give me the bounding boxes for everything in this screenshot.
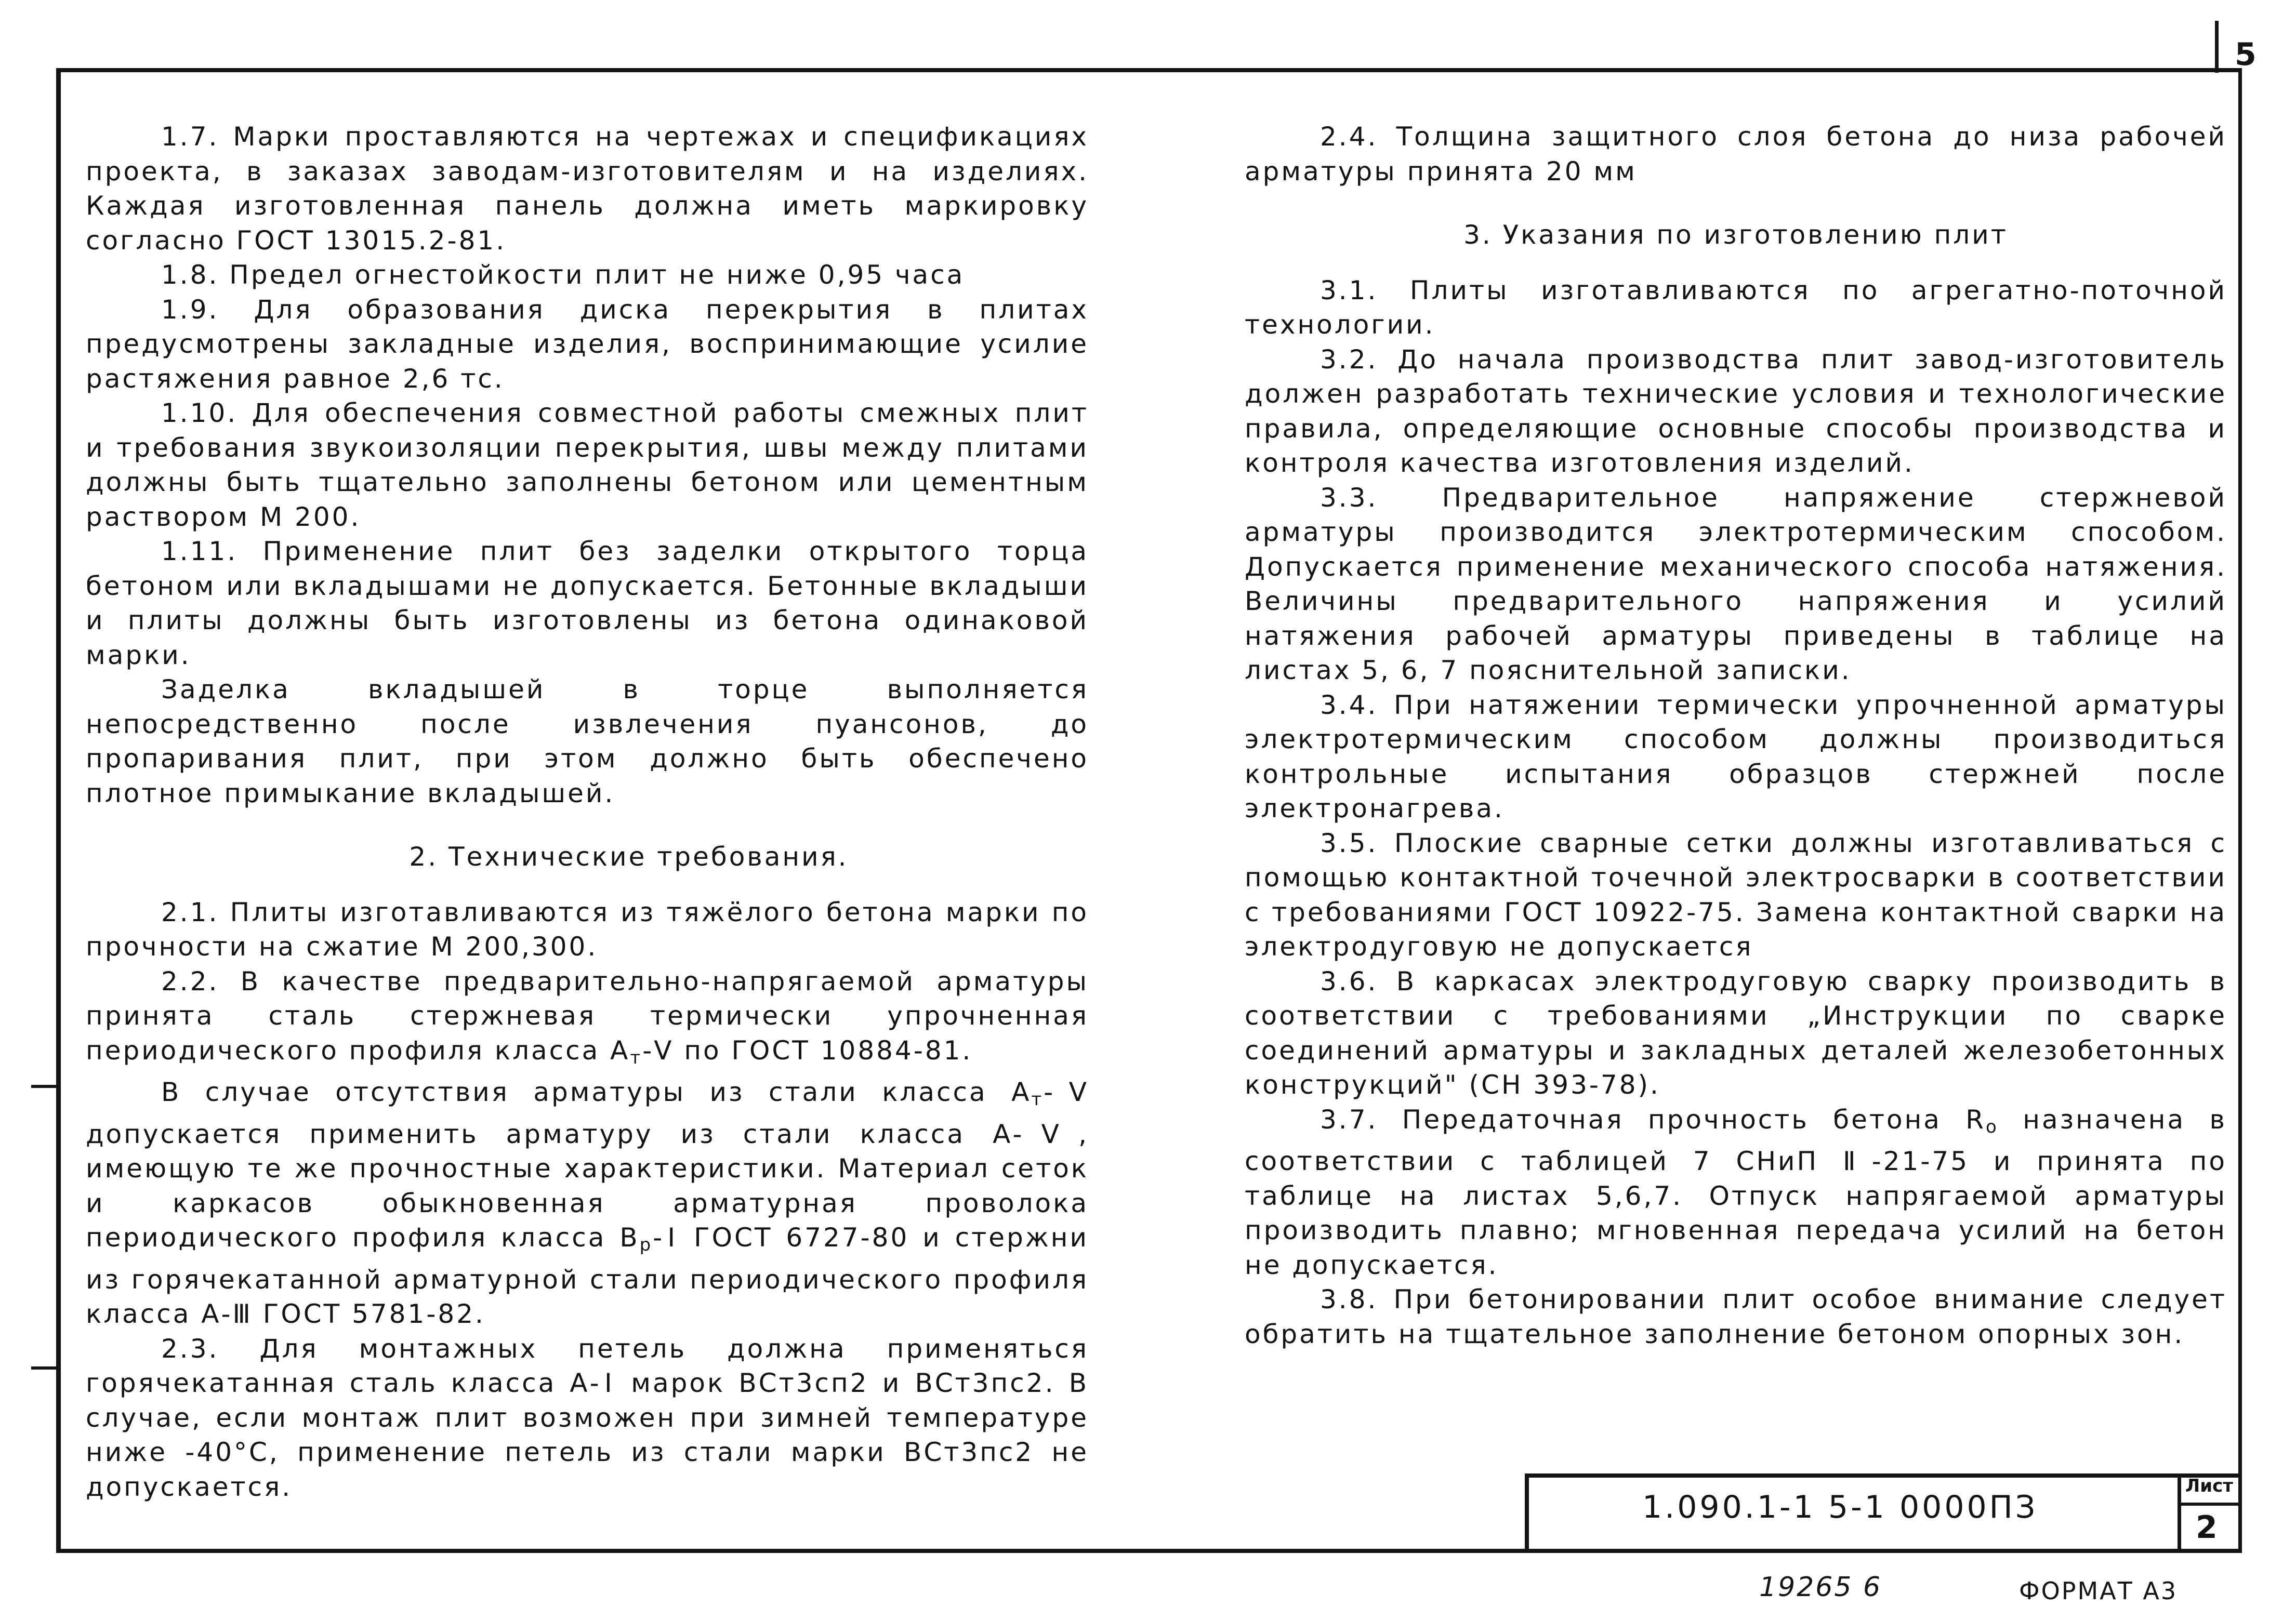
clause-3-2: 3.2. До начала производства плит завод-изготовитель должен разработать технические условия и технологические правила, определяющие основные способы производства и контроля качества изготовления изделий. xyxy=(1245,344,2227,478)
clause-3-1: 3.1. Плиты изготавливаются по агрегатно-поточной технологии. xyxy=(1245,275,2227,340)
format-label: ФОРМАТ А3 xyxy=(2019,1577,2178,1605)
clause-1-7: 1.7. Марки проставляются на чертежах и спецификациях проекта, в заказах заводам-изготовителям и на изделиях. Каждая изготовленная панель должна иметь маркировку согласно ГОСТ 13015.2-81. xyxy=(86,122,1089,256)
right-column xyxy=(1245,119,2227,1351)
margin-tick xyxy=(31,1085,57,1088)
clause-3-6: 3.6. В каркасах электродуговую сварку производить в соответствии с требованиями „Инструкции по сварке соединений арматуры и закладных деталей железобетонных конструкций" (СН 393-78). xyxy=(1245,966,2227,1100)
clause-1-11-continued: Заделка вкладышей в торце выполняется непосредственно после извлечения пуансонов, до пропаривания плит, при этом должно быть обеспечено плотное примыкание вкладышей. xyxy=(86,674,1089,808)
margin-tick xyxy=(31,1366,57,1370)
clause-1-10: 1.10. Для обеспечения совместной работы смежных плит и требования звукоизоляции перекрытия, швы между плитами должны быть тщательно заполнены бетоном или цементным раствором М 200. xyxy=(86,398,1089,532)
clause-2-2-continued: В случае отсутствия арматуры из стали класса $А_т-Ⅴ$ допускается применить арматуру из стали класса А-Ⅴ, имеющую те же прочностные характеристики. Материал сеток и каркасов обыкновенная арматурная проволока периодического профиля класса $В_р-Ⅰ$ ГОСТ 6727-80 и стержни из горячекатанной арматурной стали периодического профиля класса А-Ⅲ ГОСТ 5781-82. xyxy=(86,1077,1089,1329)
clause-1-8: 1.8. Предел огнестойкости плит не ниже 0,95 часа xyxy=(161,260,965,290)
sheet-label: Лист xyxy=(2185,1476,2233,1496)
clause-1-9: 1.9. Для образования диска перекрытия в плитах предусмотрены закладные изделия, воспринимающие усилие растяжения равное 2,6 тс. xyxy=(86,294,1089,394)
document-code: 1.090.1-1 5-1 0000ПЗ xyxy=(1642,1489,2038,1525)
clause-2-4: 2.4. Толщина защитного слоя бетона до низа рабочей арматуры принята 20 мм xyxy=(1245,122,2227,187)
clause-2-3: 2.3. Для монтажных петель должна применяться горячекатанная сталь класса А-Ⅰ марок ВСт3сп2 и ВСт3пс2. В случае, если монтаж плит возможен при зимней температуре ниже -40°С, применение петель из стали марки ВСт3пс2 не допускается. xyxy=(86,1333,1089,1502)
clause-1-11: 1.11. Применение плит без заделки открытого торца бетоном или вкладышами не допускается. Бетонные вкладыши и плиты должны быть изготовлены из бетона одинаковой марки. xyxy=(86,536,1089,670)
section-3-heading: 3. Указания по изготовлению плит xyxy=(1463,220,2008,250)
clause-2-1: 2.1. Плиты изготавливаются из тяжёлого бетона марки по прочности на сжатие М 200,300. xyxy=(86,897,1089,962)
section-2-heading: 2. Технические требования. xyxy=(409,842,849,872)
clause-3-3: 3.3. Предварительное напряжение стержневой арматуры производится электротермическим способом. Допускается применение механического способа натяжения. Величины предварительного напряжения и усилий натяжения рабочей арматуры приведены в таблице на листах 5, 6, 7 пояснительной записки. xyxy=(1245,482,2227,685)
clause-3-7: 3.7. Передаточная прочность бетона $R_о$ назначена в соответствии с таблицей 7 СНиП Ⅱ-21-75 и принята по таблице на листах 5,6,7. Отпуск напрягаемой арматуры производить плавно; мгновенная передача усилий на бетон не допускается. xyxy=(1245,1104,2227,1280)
clause-2-2: 2.2. В качестве предварительно-напрягаемой арматуры принята сталь стержневая термически упрочненная периодического профиля класса $А_т-Ⅴ$ по ГОСТ 10884-81. xyxy=(86,966,1089,1068)
clause-3-4: 3.4. При натяжении термически упрочненной арматуры электротермическим способом должны производиться контрольные испытания образцов стержней после электронагрева. xyxy=(1245,689,2227,824)
sheet-number: 2 xyxy=(2196,1509,2218,1546)
archive-number: 19265 6 xyxy=(1759,1572,1882,1603)
left-column xyxy=(86,119,1089,1504)
sheet-cell-divider xyxy=(2178,1503,2242,1506)
page-number-divider xyxy=(2215,21,2219,73)
page-number: 5 xyxy=(2235,36,2258,73)
clause-3-8: 3.8. При бетонировании плит особое внимание следует обратить на тщательное заполнение бетоном опорных зон. xyxy=(1245,1284,2227,1349)
clause-3-5: 3.5. Плоские сварные сетки должны изготавливаться с помощью контактной точечной электросварки в соответствии с требованиями ГОСТ 10922-75. Замена контактной сварки на электродуговую не допускается xyxy=(1245,828,2227,962)
